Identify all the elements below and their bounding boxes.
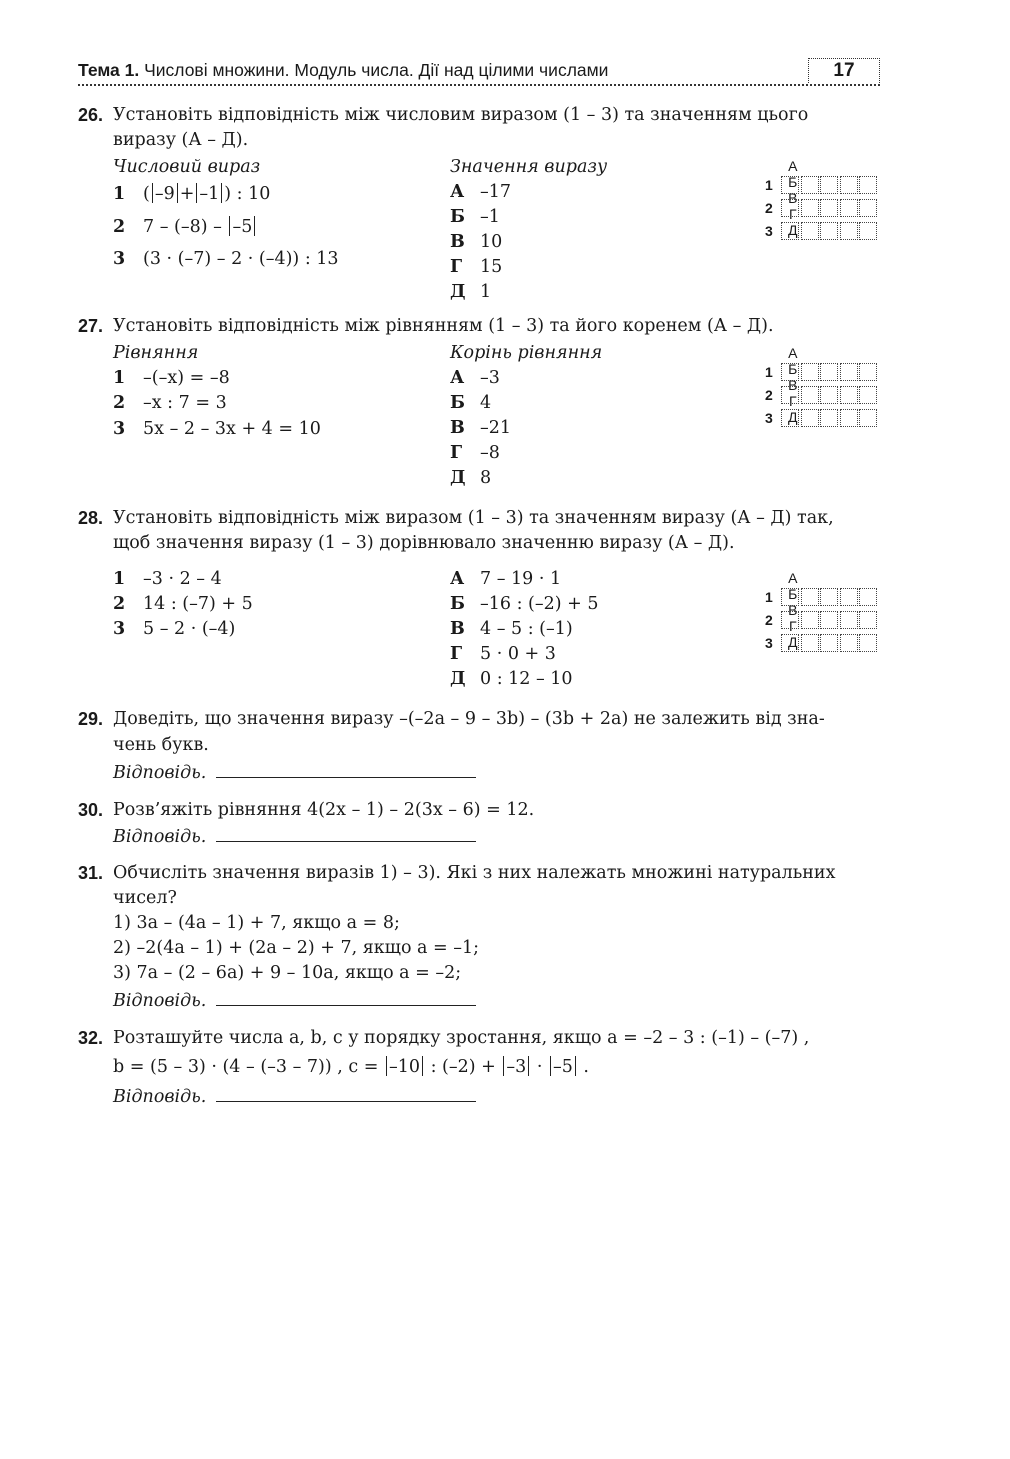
q28-number: 28. — [78, 508, 104, 528]
answer-cell[interactable] — [840, 176, 858, 194]
answer-cell[interactable] — [781, 199, 799, 217]
answer-cell[interactable] — [859, 386, 877, 404]
q27-option-a: А –3 — [450, 368, 500, 388]
q28-option-d: Г 5 · 0 + 3 — [450, 644, 556, 664]
grid-col-label: Г — [788, 393, 797, 409]
q26-option-c: В 10 — [450, 232, 503, 252]
grid-col-label: В — [788, 602, 798, 618]
answer-cell[interactable] — [781, 409, 799, 427]
q31-stem-line1: Обчисліть значення виразів 1) – 3). Які з них належать множині натуральних — [113, 863, 836, 883]
q29-answer-label: Відповідь. — [113, 763, 207, 783]
answer-cell[interactable] — [859, 363, 877, 381]
answer-cell[interactable] — [840, 199, 858, 217]
q26-option-d: Г 15 — [450, 257, 503, 277]
q31-sub-1: 1) 3a – (4a – 1) + 7, якщо a = 8; — [113, 913, 400, 933]
answer-cell[interactable] — [820, 588, 838, 606]
q32-answer-label: Відповідь. — [113, 1087, 207, 1107]
q28-item-1: 1 –3 · 2 – 4 — [113, 569, 222, 589]
grid-row-label: 3 — [765, 223, 773, 239]
q26-item-1: 1 ( –9 + –1 ) : 10 — [113, 184, 271, 204]
q32-answer-row[interactable] — [113, 1087, 476, 1107]
answer-cell[interactable] — [820, 409, 838, 427]
answer-cell[interactable] — [820, 176, 838, 194]
grid-col-label: Д — [788, 409, 798, 425]
grid-col-label: Г — [788, 618, 797, 634]
q30-answer-row[interactable] — [113, 827, 476, 847]
answer-cell[interactable] — [781, 176, 799, 194]
q28-option-a: А 7 – 19 · 1 — [450, 569, 562, 589]
grid-col-label: А — [788, 345, 798, 361]
grid-row-label: 2 — [765, 200, 773, 216]
grid-row-label: 1 — [765, 589, 773, 605]
grid-col-label: Д — [788, 634, 798, 650]
q30-answer-label: Відповідь. — [113, 827, 207, 847]
q27-number: 27. — [78, 316, 104, 336]
q29-stem-line1: Доведіть, що значення виразу –(–2a – 9 – 3b) – (3b + 2a) не залежить від зна- — [113, 709, 825, 729]
q28-option-b: Б –16 : (–2) + 5 — [450, 594, 599, 614]
answer-cell[interactable] — [801, 176, 819, 194]
grid-row-label: 1 — [765, 364, 773, 380]
q31-number: 31. — [78, 863, 104, 883]
q26-option-a: А –17 — [450, 182, 512, 202]
q26-option-e: Д 1 — [450, 282, 492, 302]
page-header — [78, 58, 880, 86]
q28-stem-line1: Установіть відповідність між виразом (1 – 3) та значенням виразу (А – Д) так, — [113, 508, 834, 528]
q27-item-2: 2 –x : 7 = 3 — [113, 393, 227, 413]
grid-col-label: Д — [788, 222, 798, 238]
q26-stem-line1: Установіть відповідність між числовим виразом (1 – 3) та значенням цього — [113, 105, 809, 125]
answer-cell[interactable] — [801, 409, 819, 427]
answer-cell[interactable] — [859, 634, 877, 652]
q31-answer-line[interactable] — [216, 991, 476, 1006]
q31-sub-2: 2) –2(4a – 1) + (2a – 2) + 7, якщо a = –1; — [113, 938, 480, 958]
q30-stem-line1: Розв’яжіть рівняння 4(2x – 1) – 2(3x – 6) = 12. — [113, 800, 535, 820]
answer-cell[interactable] — [781, 611, 799, 629]
answer-cell[interactable] — [801, 363, 819, 381]
answer-cell[interactable] — [801, 611, 819, 629]
answer-cell[interactable] — [820, 634, 838, 652]
answer-cell[interactable] — [859, 611, 877, 629]
q26-option-b: Б –1 — [450, 207, 500, 227]
q27-item-1: 1 –(–x) = –8 — [113, 368, 230, 388]
q30-number: 30. — [78, 800, 104, 820]
answer-cell[interactable] — [840, 611, 858, 629]
q31-answer-label: Відповідь. — [113, 991, 207, 1011]
q26-item-3: 3 (3 · (–7) – 2 · (–4)) : 13 — [113, 249, 339, 269]
grid-col-label: В — [788, 377, 798, 393]
answer-cell[interactable] — [801, 634, 819, 652]
grid-col-label: Б — [788, 174, 798, 190]
answer-cell[interactable] — [859, 199, 877, 217]
q28-option-e: Д 0 : 12 – 10 — [450, 669, 573, 689]
q31-stem-line2: чисел? — [113, 888, 177, 908]
q26-stem-line2: виразу (А – Д). — [113, 130, 249, 150]
answer-cell[interactable] — [840, 634, 858, 652]
q27-option-c: В –21 — [450, 418, 512, 438]
grid-row-label: 1 — [765, 177, 773, 193]
q31-sub-3: 3) 7a – (2 – 6a) + 9 – 10a, якщо a = –2; — [113, 963, 462, 983]
q27-col2-title: Корінь рівняння — [450, 343, 603, 363]
answer-cell[interactable] — [820, 363, 838, 381]
answer-cell[interactable] — [820, 222, 838, 240]
grid-col-label: Б — [788, 361, 798, 377]
q26-col2-title: Значення виразу — [450, 157, 608, 177]
grid-col-label: А — [788, 158, 798, 174]
answer-cell[interactable] — [781, 588, 799, 606]
answer-cell[interactable] — [801, 199, 819, 217]
answer-cell[interactable] — [781, 386, 799, 404]
answer-cell[interactable] — [859, 588, 877, 606]
answer-cell[interactable] — [781, 634, 799, 652]
answer-cell[interactable] — [859, 176, 877, 194]
q27-option-d: Г –8 — [450, 443, 500, 463]
q28-item-3: 3 5 – 2 · (–4) — [113, 619, 236, 639]
q32-number: 32. — [78, 1028, 104, 1048]
q29-number: 29. — [78, 709, 104, 729]
q29-answer-row[interactable] — [113, 763, 476, 783]
answer-cell[interactable] — [840, 588, 858, 606]
q32-stem-line2: b = (5 – 3) · (4 – (–3 – 7)) , c = –10 : (–2) + –3 · –5 . — [113, 1057, 589, 1077]
answer-cell[interactable] — [781, 222, 799, 240]
answer-cell[interactable] — [820, 611, 838, 629]
answer-cell[interactable] — [781, 363, 799, 381]
q32-stem-line1: Розташуйте числа a, b, c у порядку зростання, якщо a = –2 – 3 : (–1) – (–7) , — [113, 1028, 810, 1048]
q26-col1-title: Числовий вираз — [113, 157, 261, 177]
q32-answer-line[interactable] — [216, 1087, 476, 1102]
q31-answer-row[interactable] — [113, 991, 476, 1011]
answer-cell[interactable] — [859, 409, 877, 427]
q28-item-2: 2 14 : (–7) + 5 — [113, 594, 253, 614]
q27-item-3: 3 5x – 2 – 3x + 4 = 10 — [113, 419, 321, 439]
grid-col-label: Б — [788, 586, 798, 602]
answer-cell[interactable] — [859, 222, 877, 240]
page-number: 17 — [808, 58, 880, 83]
q29-answer-line[interactable] — [216, 763, 476, 778]
q26-number: 26. — [78, 105, 104, 125]
q26-item-2: 2 7 – (–8) – –5 — [113, 216, 257, 237]
q27-stem-line1: Установіть відповідність між рівнянням (1 – 3) та його коренем (А – Д). — [113, 316, 774, 336]
grid-col-label: В — [788, 190, 798, 206]
answer-cell[interactable] — [801, 386, 819, 404]
topic-title — [78, 60, 608, 81]
answer-cell[interactable] — [820, 386, 838, 404]
grid-row-label: 2 — [765, 612, 773, 628]
answer-cell[interactable] — [820, 199, 838, 217]
q27-col1-title: Рівняння — [113, 343, 199, 363]
q28-option-c: В 4 – 5 : (–1) — [450, 619, 573, 639]
answer-cell[interactable] — [801, 588, 819, 606]
q28-stem-line2: щоб значення виразу (1 – 3) дорівнювало значенню виразу (А – Д). — [113, 533, 735, 553]
grid-row-label: 3 — [765, 410, 773, 426]
answer-cell[interactable] — [840, 363, 858, 381]
q30-answer-line[interactable] — [216, 827, 476, 842]
topic-number: Тема 1. — [78, 60, 140, 80]
grid-row-label: 2 — [765, 387, 773, 403]
answer-cell[interactable] — [840, 222, 858, 240]
grid-row-label: 3 — [765, 635, 773, 651]
answer-cell[interactable] — [840, 409, 858, 427]
grid-col-label: А — [788, 570, 798, 586]
topic-name: Числові множини. Модуль числа. Дії над цілими числами — [139, 60, 609, 80]
q29-stem-line2: чень букв. — [113, 735, 209, 755]
answer-cell[interactable] — [840, 386, 858, 404]
q27-option-e: Д 8 — [450, 468, 492, 488]
grid-col-label: Г — [788, 206, 797, 222]
q27-option-b: Б 4 — [450, 393, 492, 413]
answer-cell[interactable] — [801, 222, 819, 240]
